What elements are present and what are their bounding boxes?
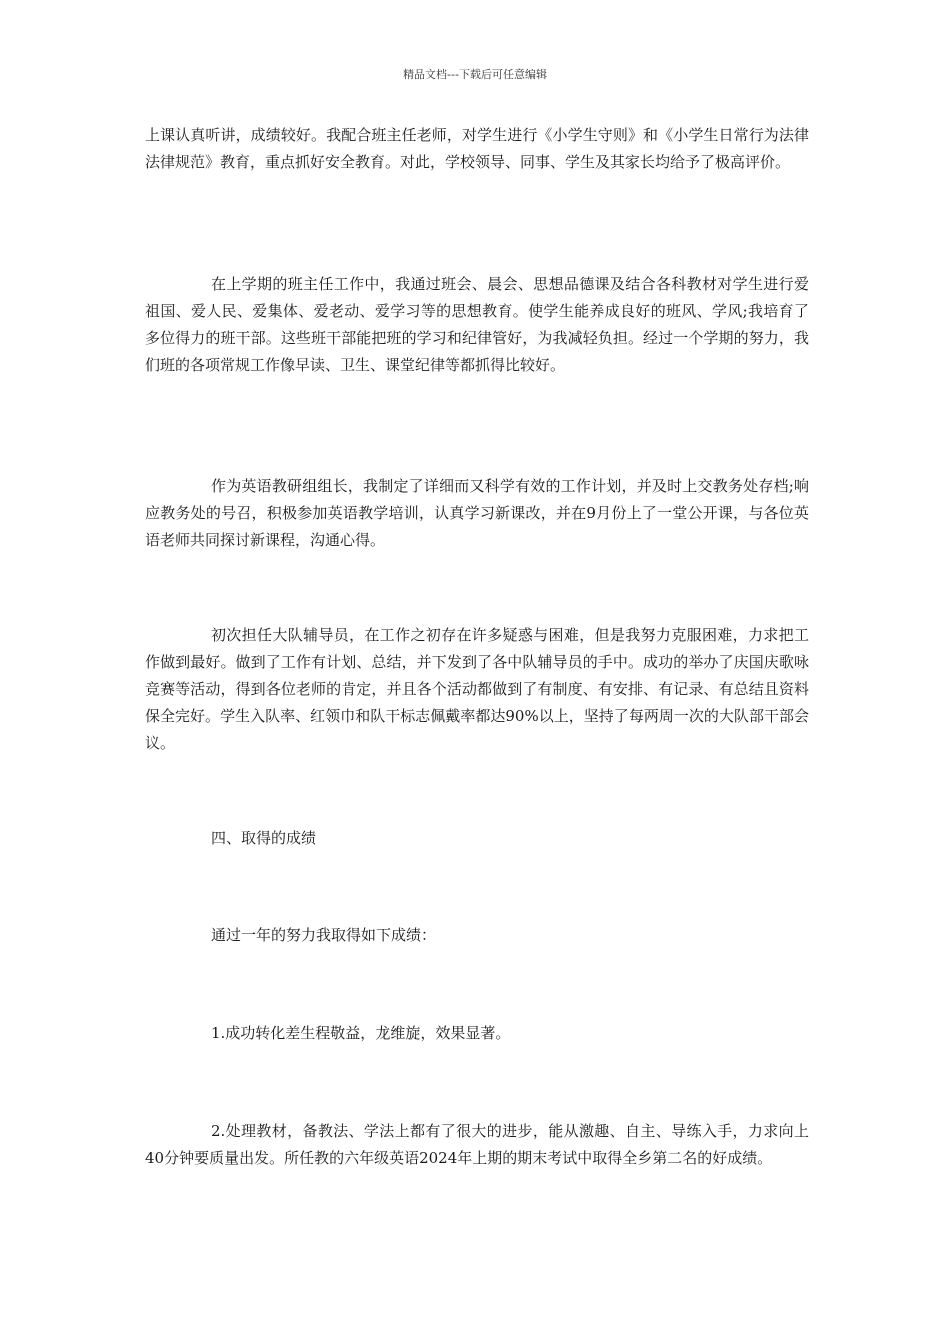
paragraph-achievements-intro: 通过一年的努力我取得如下成绩： xyxy=(211,926,437,944)
paragraph-class-management: 在上学期的班主任工作中，我通过班会、晨会、思想品德课及结合各科教材对学生进行爱祖国、爱人民、爱集体、爱老动、爱学习等的思想教育。使学生能养成良好的班风、学风;我培育了多位得力的班干部。这些班干部能把班的学习和纪律管好，为我减轻负担。经过一个学期的努力，我们班的各项常规工作像早读、卫生、课堂纪律等都抓得比较好。 xyxy=(145,275,809,374)
paragraph-brigade-counselor: 初次担任大队辅导员，在工作之初存在许多疑惑与困难，但是我努力克服困难，力求把工作做到最好。做到了工作有计划、总结，并下发到了各中队辅导员的手中。成功的举办了庆国庆歌咏竞赛等活动，得到各位老师的肯定，并且各个活动都做到了有制度、有安排、有记录、有总结且资料保全完好。学生入队率、红领巾和队干标志佩戴率都达90%以上，坚持了每两周一次的大队部干部会议。 xyxy=(145,626,809,752)
page-header: 精品文档---下载后可任意编辑 xyxy=(403,68,547,81)
list-item-achievement-1: 1.成功转化差生程敬益，龙维旋，效果显著。 xyxy=(211,1024,511,1042)
section-heading-achievements: 四、取得的成绩 xyxy=(211,829,317,847)
paragraph-english-group-leader: 作为英语教研组组长，我制定了详细而又科学有效的工作计划，并及时上交教务处存档;响应教务处的号召，积极参加英语教学培训，认真学习新课改，并在9月份上了一堂公开课，与各位英语老师共同探讨新课程，沟通心得。 xyxy=(145,477,809,549)
paragraph-class-teacher-cont: 上课认真听讲，成绩较好。我配合班主任老师，对学生进行《小学生守则》和《小学生日常行为法律法律规范》教育，重点抓好安全教育。对此，学校领导、同事、学生及其家长均给予了极高评价。 xyxy=(145,126,809,171)
list-item-achievement-2: 2.处理教材，备教法、学法上都有了很大的进步，能从激趣、自主、导练入手，力求向上40分钟要质量出发。所任教的六年级英语2024年上期的期末考试中取得全乡第二名的好成绩。 xyxy=(145,1122,809,1167)
